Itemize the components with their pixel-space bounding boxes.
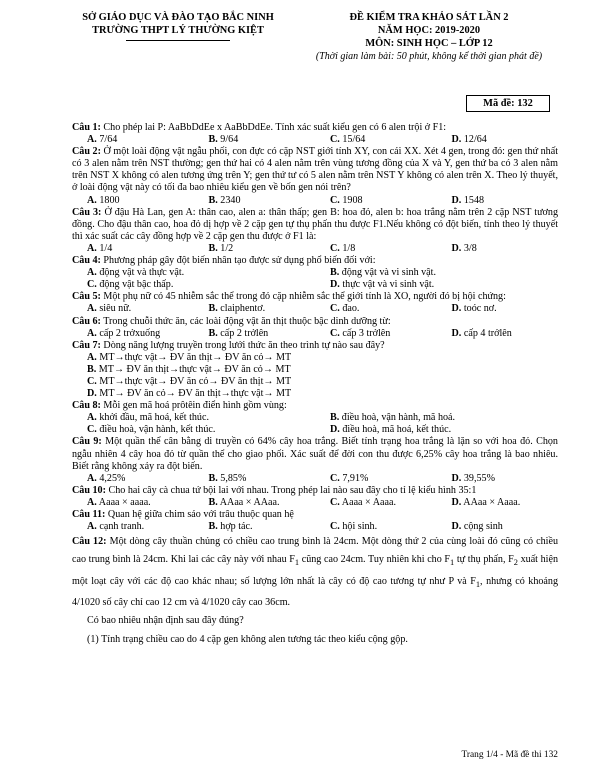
option-c: C. 1908 bbox=[330, 194, 363, 206]
option-d: D. 1548 bbox=[451, 194, 485, 206]
question-text: Cho phép lai P: AaBbDdEe x AaBbDdEe. Tính xác suất kiểu gen có 6 alen trội ở F1: bbox=[103, 122, 447, 133]
question-4 bbox=[72, 255, 558, 291]
option-a: A. khởi đầu, mã hoá, kết thúc. bbox=[87, 412, 209, 424]
question-number: Câu 12: bbox=[72, 536, 107, 548]
school-name: TRƯỜNG THPT LÝ THƯỜNG KIỆT bbox=[92, 25, 264, 36]
question-number: Câu 5: bbox=[72, 291, 101, 303]
option-d: D. 3/8 bbox=[451, 242, 477, 254]
header-right bbox=[300, 11, 558, 63]
question-number: Câu 1: bbox=[72, 122, 101, 133]
question-number: Câu 4: bbox=[72, 255, 101, 267]
option-d: D. cộng sinh bbox=[451, 521, 503, 533]
question-number: Câu 6: bbox=[72, 315, 101, 327]
question-12 bbox=[72, 533, 558, 649]
questions-body bbox=[72, 122, 558, 649]
option-d: D. 12/64 bbox=[451, 134, 487, 146]
question-text: Ở một loài động vật ngẫu phối, con đực có cặp NST giới tính XY, con cái XX. Xét 4 gen, trong đó: gen thứ nhất có 3 alen nằm trên NST thường; gen thứ hai có 4 alen nằm trên vùng tương đồng của X và Y, gen thứ ba có 3 alen nằm trên NST X không có alen tương ứng trên Y; gen thứ tư có 5 alen nằm trên NST Y không có alen trên X. Theo lý thuyết, ở loài động vật này có tối đa bao nhiêu kiểu gen về bốn gen nói trên? bbox=[72, 146, 558, 194]
question-11 bbox=[72, 509, 558, 533]
option-c: C. hội sinh. bbox=[330, 521, 378, 533]
option-a: A. 7/64 bbox=[87, 134, 118, 146]
duration-note: (Thời gian làm bài: 50 phút, không kể thời gian phát đề) bbox=[315, 51, 543, 62]
option-a: A. cạnh tranh. bbox=[87, 521, 145, 533]
question-text: Một phụ nữ có 45 nhiễm sắc thể trong đó cặp nhiễm sắc thể giới tính là XO, người đó bị hội chứng: bbox=[103, 291, 506, 303]
question-7 bbox=[72, 340, 558, 400]
question-number: Câu 10: bbox=[72, 484, 106, 496]
question-text: Ở đậu Hà Lan, gen A: thân cao, alen a: thân thấp; gen B: hoa đỏ, alen b: hoa trắng nằm trên 2 cặp NST tương đồng. Cho đậu thân cao, hoa đỏ dị hợp về 2 cặp gen tự thụ phấn thu được F1.Nếu không có đột biến, tính theo lý thuyết thì xác suất các cây đồng hợp về 2 cặp gen thu được ở F1 là: bbox=[72, 206, 558, 242]
question-text: Dòng năng lượng truyền trong lưới thức ăn theo trình tự nào sau đây? bbox=[103, 339, 385, 351]
option-c: C. cấp 3 trởlên bbox=[330, 327, 391, 339]
option-a: A. Aaaa × aaaa. bbox=[87, 496, 151, 508]
option-c: C. 7,91% bbox=[330, 472, 369, 484]
question-number: Câu 3: bbox=[72, 206, 102, 218]
option-b: B. cấp 2 trởlên bbox=[208, 327, 269, 339]
option-d: D. cấp 4 trởlên bbox=[451, 327, 512, 339]
question-8 bbox=[72, 400, 558, 436]
question-text: Một quần thể cân bằng di truyền có 64% cây hoa trắng. Biết tính trạng hoa trắng là lặn so với hoa đỏ. Chọn ngẫu nhiên 4 cây hoa đỏ từ quần thể cho giao phối. Xác suất để đời con thu được 6,25% cây hoa trắng là bao nhiêu. Biết rằng không xảy ra đột biến. bbox=[72, 436, 558, 472]
option-a: A. 1/4 bbox=[87, 242, 113, 254]
option-c: C. 1/8 bbox=[330, 242, 356, 254]
exam-code-box: Mã đề: 132 bbox=[466, 95, 550, 112]
subject: MÔN: SINH HỌC – LỚP 12 bbox=[365, 38, 493, 49]
exam-title: ĐỀ KIỂM TRA KHẢO SÁT LẦN 2 bbox=[349, 12, 509, 23]
option-d: D. AAaa × Aaaa. bbox=[451, 496, 521, 508]
option-d: D. 39,55% bbox=[451, 472, 495, 484]
question-text: Phương pháp gây đột biến nhân tạo được sử dụng phổ biến đối với: bbox=[103, 255, 376, 267]
option-b: B. động vật và vi sinh vật. bbox=[330, 267, 436, 279]
question-text: Cho hai cây cà chua tứ bội lai với nhau. Trong phép lai nào sau đây cho tỉ lệ kiểu hình 35:1 bbox=[108, 484, 477, 496]
option-c: C. đao. bbox=[330, 303, 360, 315]
question-text: Quan hệ giữa chim sáo với trâu thuộc quan hệ bbox=[107, 509, 294, 520]
option-b: B. hợp tác. bbox=[208, 521, 253, 533]
option-b: B. 1/2 bbox=[208, 242, 234, 254]
question-text: Mỗi gen mã hoá prôtêin điển hình gồm vùng: bbox=[103, 400, 287, 412]
question-number: Câu 7: bbox=[72, 339, 101, 351]
header-left bbox=[62, 11, 294, 41]
question-prompt: Có bao nhiêu nhận định sau đây đúng? bbox=[87, 615, 244, 627]
statement-1: (1) Tính trạng chiều cao do 4 cặp gen không alen tương tác theo kiểu cộng gộp. bbox=[87, 633, 408, 645]
question-number: Câu 11: bbox=[72, 509, 106, 520]
option-d: D. điều hoà, mã hoá, kết thúc. bbox=[330, 424, 452, 436]
option-c: C. điều hoà, vận hành, kết thúc. bbox=[87, 424, 216, 436]
page-footer: Trang 1/4 - Mã đề thi 132 bbox=[461, 750, 558, 760]
option-b: B. MT→ ĐV ăn thịt→thực vật→ ĐV ăn cỏ→ MT bbox=[87, 363, 291, 375]
option-b: B. claiphentơ. bbox=[208, 303, 266, 315]
option-b: B. 2340 bbox=[208, 194, 241, 206]
header-divider bbox=[126, 40, 230, 41]
question-number: Câu 9: bbox=[72, 436, 102, 448]
question-number: Câu 2: bbox=[72, 146, 101, 158]
option-a: A. MT→thực vật→ ĐV ăn thịt→ ĐV ăn cỏ→ MT bbox=[87, 351, 292, 363]
question-6 bbox=[72, 316, 558, 340]
option-d: D. toóc nơ. bbox=[451, 303, 497, 315]
question-10 bbox=[72, 485, 558, 509]
option-a: A. 1800 bbox=[87, 194, 120, 206]
option-b: B. 9/64 bbox=[208, 134, 239, 146]
option-a: A. động vật và thực vật. bbox=[87, 267, 185, 279]
question-3 bbox=[72, 207, 558, 255]
option-a: A. cấp 2 trởxuống bbox=[87, 327, 161, 339]
question-1 bbox=[72, 122, 558, 146]
option-d: D. thực vật và vi sinh vật. bbox=[330, 279, 435, 291]
option-c: C. MT→thực vật→ ĐV ăn cỏ→ ĐV ăn thịt→ MT bbox=[87, 375, 292, 387]
option-b: B. điều hoà, vận hành, mã hoá. bbox=[330, 412, 456, 424]
option-d: D. MT→ ĐV ăn cỏ→ ĐV ăn thịt→thực vật→ MT bbox=[87, 388, 292, 400]
school-year: NĂM HỌC: 2019-2020 bbox=[377, 25, 481, 36]
option-b: B. 5,85% bbox=[208, 472, 247, 484]
question-number: Câu 8: bbox=[72, 400, 101, 412]
question-text: Một dòng cây thuần chủng có chiều cao trung bình là 24cm. Một dòng thứ 2 của cùng loài đó cũng có chiều cao trung bình là 24cm. Khi lai các cây này với nhau $F_1$ cũng cao 24cm. Tuy nhiên khi cho $F_1$ tự thụ phấn, $F_2$ xuất hiện một loạt cây với các độ cao khác nhau; số lượng lớn nhất là cây có độ cao tương tự như P và $F_1$, nhưng có khoảng 4/1020 số cây chỉ cao 12 cm và 4/1020 cây cao 36cm. bbox=[72, 536, 558, 609]
department-name: SỞ GIÁO DỤC VÀ ĐÀO TẠO BẮC NINH bbox=[82, 12, 274, 23]
option-a: A. 4,25% bbox=[87, 472, 126, 484]
option-c: C. 15/64 bbox=[330, 134, 366, 146]
question-text: Trong chuỗi thức ăn, các loài động vật ăn thịt thuộc bậc dinh dưỡng từ: bbox=[103, 315, 391, 327]
option-c: C. động vật bậc thấp. bbox=[87, 279, 174, 291]
option-b: B. AAaa × AAaa. bbox=[208, 496, 280, 508]
option-a: A. siêu nữ. bbox=[87, 303, 132, 315]
question-9 bbox=[72, 436, 558, 484]
option-c: C. Aaaa × Aaaa. bbox=[330, 496, 396, 508]
question-5 bbox=[72, 291, 558, 315]
question-2 bbox=[72, 146, 558, 206]
